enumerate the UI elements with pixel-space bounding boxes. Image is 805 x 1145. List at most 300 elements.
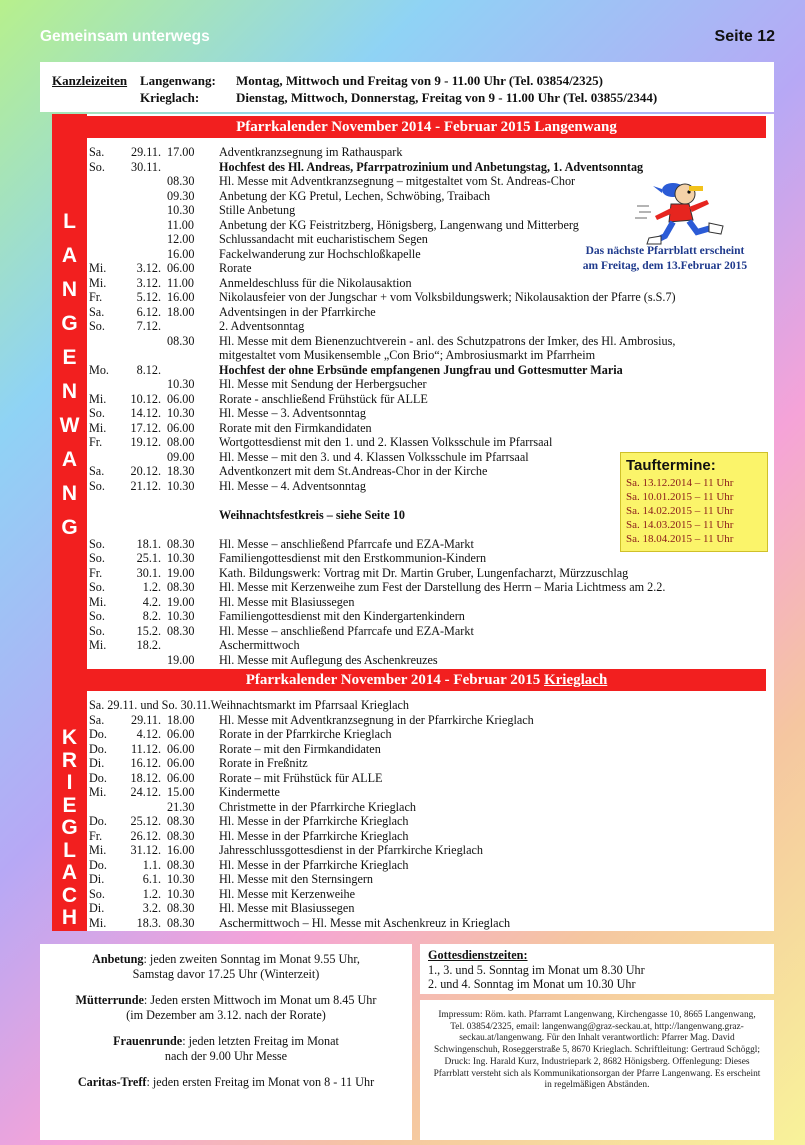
row-event: Familiengottesdienst mit den Kindergartenkindern [219,609,465,623]
schedule-row [89,363,779,378]
schedule-row [89,785,779,800]
row-date [122,800,167,815]
row-event: Hl. Messe mit Kerzenweihe [219,886,356,901]
group-label: Anbetung [92,952,144,966]
baptism-date: Sa. 14.03.2015 – 11 Uhr [626,519,734,531]
row-event: mitgestaltet vom Musikensemble „Con Brio“; Ambrosiusmarkt im Pfarrheim [219,348,596,362]
row-time: 21.30 [167,799,195,814]
row-time: 19.00 [167,652,195,667]
service-times-line2: 2. und 4. Sonntag im Monat um 10.30 Uhr [428,977,636,991]
group-text: : jeden zweiten Sonntag im Monat 9.55 Uhr, [143,952,360,966]
band-letter: L [63,838,76,862]
row-date: 24.12. [130,785,161,799]
group-text: : jeden ersten Freitag im Monat von 8 - 11 Uhr [146,1075,375,1089]
row-event: Anbetung der KG Feistritzberg, Hönigsberg, Langenwang und Mitterberg [219,217,579,232]
row-day: So. [89,536,105,551]
row-event: Hochfest des Hl. Andreas, Pfarrpatrozinium und Anbetungstag, 1. Adventsonntag [219,159,644,174]
row-event: Stille Anbetung [219,203,296,217]
row-event: Rorate in Freßnitz [219,756,308,770]
group-item [46,952,406,982]
row-day [89,232,122,247]
row-day: Mi. [89,275,107,290]
row-day [89,203,122,218]
row-date: 6.12. [136,304,161,319]
row-date: 10.12. [130,391,161,406]
schedule-row [89,858,779,873]
row-day: Mi. [89,261,107,275]
group-text2: Samstag davor 17.25 Uhr (Winterzeit) [132,967,320,981]
row-date [122,653,167,668]
row-time: 10.30 [167,886,195,901]
row-event: Christmette in der Pfarrkirche Krieglach [219,799,416,814]
row-day: So. [89,319,105,333]
schedule-row [89,916,779,931]
office-hours-label: Kanzleizeiten [52,73,128,88]
baptism-dates-title: Tauftermine: [626,457,716,474]
row-day [89,377,122,392]
row-date: 18.3. [136,915,161,930]
row-day: Mi. [89,391,107,406]
row-day [89,247,122,262]
band-letter: E [62,793,77,817]
group-text2: (im Dezember am 3.12. nach der Rorate) [126,1008,326,1022]
row-date: 15.2. [136,623,161,638]
schedule-row [89,771,779,786]
row-date: 30.1. [136,565,161,580]
band-letter: G [61,516,78,539]
row-date: 4.12. [136,727,161,741]
row-event: Rorate mit den Firmkandidaten [219,420,372,435]
row-date: 7.12. [136,319,161,333]
row-time: 10.30 [167,478,195,493]
row-day: Di. [89,872,105,886]
row-date [122,232,167,247]
row-time: 18.30 [167,464,195,478]
row-time: 06.00 [167,391,195,406]
row-date: 20.12. [130,464,161,478]
schedule-row [89,872,779,887]
row-time: 06.00 [167,261,195,275]
schedule-row [89,829,779,844]
row-date [122,508,167,523]
row-event: Hl. Messe – anschließend Pfarrcafe und EZA-Markt [219,623,474,638]
schedule-row [89,377,779,392]
row-day: Do. [89,727,107,741]
schedule-row [89,319,779,334]
band-letter: E [62,346,77,369]
schedule-row [89,742,779,757]
band-letter: C [61,883,78,907]
band-letter: A [61,861,78,884]
row-event: Anbetung der KG Pretul, Lechen, Schwöbing, Traibach [219,188,491,203]
schedule-row [89,609,779,624]
band-letter: G [61,312,78,335]
row-day: So. [89,623,105,638]
row-date: 14.12. [130,406,161,420]
office-hours [40,62,774,112]
schedule-row [89,580,779,595]
group-item [46,1075,406,1090]
row-event: Adventsingen in der Pfarrkirche [219,304,376,319]
row-day: Mi. [89,843,107,857]
baptism-dates-list [626,476,762,546]
row-date [122,247,167,262]
row-day: Mi. [89,420,107,435]
row-time: 09.30 [167,188,195,203]
row-day: Mo. [89,362,109,377]
band-letter: A [61,448,78,471]
row-time: 11.00 [167,217,194,232]
row-time: 06.00 [167,420,195,435]
baptism-date: Sa. 13.12.2014 – 11 Uhr [626,477,734,489]
schedule-row [89,290,779,305]
row-date: 18.12. [130,770,161,785]
row-date: 31.12. [130,843,161,857]
row-day: Do. [89,741,107,756]
row-day [89,800,122,815]
krieglach-banner-prefix: Pfarrkalender November 2014 - Februar 2015 [245,672,544,688]
band-letter: K [61,726,78,749]
krieglach-letters [52,727,87,930]
running-boy-icon [565,176,765,246]
row-event: Hl. Messe mit Auflegung des Aschenkreuzes [219,652,438,667]
row-day: Fr. [89,290,103,304]
row-date: 17.12. [130,420,161,435]
row-day: Di. [89,901,105,915]
row-day [89,174,122,189]
row-date [122,203,167,218]
schedule-row [89,727,779,742]
row-day: Sa. [89,304,105,319]
baptism-date: Sa. 10.01.2015 – 11 Uhr [626,491,734,503]
row-date [122,334,167,349]
schedule-row [89,305,779,320]
row-day [89,653,122,668]
schedule-row [89,756,779,771]
row-time: 06.00 [167,741,195,756]
row-time: 08.30 [167,814,195,828]
row-time: 08.30 [167,828,195,843]
group-label: Caritas-Treff [77,1075,147,1089]
row-event: Adventkonzert mit dem St.Andreas-Chor in der Kirche [219,464,488,478]
schedule-row [89,814,779,829]
row-time: 09.00 [167,449,195,464]
row-day: Sa. [89,145,105,159]
baptism-date: Sa. 14.02.2015 – 11 Uhr [626,505,734,517]
row-event: Hl. Messe mit Kerzenweihe zum Fest der Darstellung des Herrn – Maria Lichtmess am 2.2. [219,580,666,594]
band-letter: W [59,414,80,437]
row-time: 10.30 [167,609,195,623]
baptism-date: Sa. 18.04.2015 – 11 Uhr [626,533,734,545]
langenwang-letters [52,210,87,550]
row-date [122,174,167,189]
row-event: Kindermette [219,785,280,799]
row-date: 11.12. [130,741,161,756]
next-issue-line2: am Freitag, dem 13.Februar 2015 [582,260,748,272]
row-date: 3.12. [136,275,161,290]
row-date: 18.2. [136,638,161,652]
row-date: 8.2. [142,609,161,623]
row-time: 10.30 [167,872,195,886]
row-time: 08.30 [167,857,195,872]
schedule-row [89,421,779,436]
schedule-row [89,638,779,653]
row-time: 08.30 [167,333,195,348]
schedule-row [89,887,779,902]
impressum: Impressum: Röm. kath. Pfarramt Langenwang, Kirchengasse 10, 8665 Langenwang, Tel. 03854/2325, email: langenwang@graz-seckau.at, http://langenwang.graz-seckau.at/langenwang. Für den Inhalt verantwortlich: Pfarrer Mag. David Schwingenschuh, Roseggerstraße 5, 8670 Krieglach. Schriftleitung: Gertraud Schöggl; Druck: Ing. Harald Kurz, Industriepark 2, 8682 Hönigsberg. Offenlegung: Dieses Pfarrblatt versteht sich als Kommunikationsorgan der Pfarre Langenwang. Es erscheint in regelmäßigen Abständen. [420,1000,774,1140]
schedule-row [89,595,779,610]
row-day: Fr. [89,435,103,449]
row-event: Hl. Messe mit Blasiussegen [219,901,355,915]
row-time: 10.30 [167,406,195,420]
group-text: : jeden letzten Freitag im Monat [182,1034,339,1048]
row-day: So. [89,406,105,420]
schedule-row [89,843,779,858]
row-date: 25.12. [130,814,161,828]
next-issue-line1: Das nächste Pfarrblatt erscheint [585,245,745,257]
row-event: Jahresschlussgottesdienst in der Pfarrkirche Krieglach [219,843,483,857]
service-times [420,944,774,994]
office-place: Krieglach: [140,90,200,105]
row-time: 12.00 [167,232,195,246]
row-date [122,377,167,392]
row-time: 16.00 [167,290,195,304]
office-place: Langenwang: [140,73,216,88]
row-date [122,189,167,204]
row-day: So. [89,609,105,623]
row-day: Sa. [89,464,105,478]
row-event: Hl. Messe – 4. Adventsonntag [219,478,366,493]
row-date: 29.11. [130,712,161,727]
row-time: 18.00 [167,712,195,727]
row-event: Hl. Messe in der Pfarrkirche Krieglach [219,814,409,828]
row-time: 08.30 [167,580,195,594]
row-date: 26.12. [130,828,161,843]
office-hours-text: Montag, Mittwoch und Freitag von 9 - 11.00 Uhr (Tel. 03854/2325) [236,73,604,88]
row-date: 5.12. [136,290,161,304]
row-date: 30.11. [130,159,161,174]
group-text2: nach der 9.00 Uhr Messe [164,1049,288,1063]
row-day: So. [89,159,105,174]
row-event: Kath. Bildungswerk: Vortrag mit Dr. Martin Gruber, Lungenfacharzt, Mürzzuschlag [219,565,629,580]
row-day: Do. [89,770,107,785]
row-day [89,450,122,465]
krieglach-rows [89,713,779,931]
langenwang-banner: Pfarrkalender November 2014 - Februar 2015 Langenwang [87,116,766,138]
row-date: 3.12. [136,261,161,275]
row-time [167,508,219,523]
row-event: Hl. Messe – mit den 3. und 4. Klassen Volksschule im Pfarrsaal [219,449,529,464]
page-header [40,26,775,48]
row-time: 08.30 [167,174,195,188]
band-letter: N [61,278,78,301]
row-time: 08.30 [167,623,195,638]
row-event: Weihnachtsfestkreis – siehe Seite 10 [219,507,405,522]
row-day: Do. [89,857,107,872]
schedule-row [89,348,779,363]
row-time: 06.00 [167,727,195,741]
row-time: 19.00 [167,565,195,580]
row-day: So. [89,886,105,901]
row-day [89,189,122,204]
row-day: So. [89,551,105,565]
row-event: Rorate in der Pfarrkirche Krieglach [219,727,392,741]
row-event: Aschermittwoch – Hl. Messe mit Aschenkreuz in Krieglach [219,915,511,930]
row-date [122,348,167,363]
row-event: Hl. Messe – anschließend Pfarrcafe und EZA-Markt [219,536,474,551]
row-time [167,363,219,378]
row-date: 1.1. [142,857,161,872]
schedule-row [89,713,779,728]
row-event: Schlussandacht mit eucharistischem Segen [219,232,428,246]
page-number: Seite 12 [714,28,775,45]
row-time: 16.00 [167,843,195,857]
baptism-dates-box [620,452,768,552]
row-event: Hl. Messe in der Pfarrkirche Krieglach [219,857,409,872]
band-letter: N [61,380,78,403]
row-event: Hl. Messe mit Adventkranzsegnung – mitgestaltet vom St. Andreas-Chor [219,174,576,188]
row-time: 19.00 [167,594,195,609]
row-time: 10.30 [167,551,195,565]
row-event: Familiengottesdienst mit den Erstkommunion-Kindern [219,551,487,565]
row-day: Fr. [89,828,103,843]
row-date [122,218,167,233]
row-event: Nikolausfeier von der Jungschar + vom Volksbildungswerk; Nikolausaktion der Pfarre (s.S.7) [219,290,676,304]
row-day: Sa. [89,712,105,727]
row-date: 3.2. [142,901,161,915]
schedule-row [89,276,779,291]
row-date: 18.1. [136,536,161,551]
row-day: Fr. [89,565,103,580]
row-time [167,638,219,653]
row-event: Rorate - anschließend Frühstück für ALLE [219,391,428,406]
row-event: Rorate – mit den Firmkandidaten [219,741,381,756]
row-day: Mi. [89,915,107,930]
row-date: 16.12. [130,756,161,770]
row-event: Aschermittwoch [219,638,300,652]
row-time: 08.30 [167,901,195,915]
header-title: Gemeinsam unterwegs [40,28,210,45]
next-issue-note [565,244,765,274]
krieglach-vertical-band [52,667,87,931]
row-event: Wortgottesdienst mit den 1. und 2. Klassen Volksschule im Pfarrsaal [219,435,553,449]
band-letter: A [61,244,78,267]
row-day [89,348,122,363]
schedule-row [89,551,779,566]
row-event: Hl. Messe mit Blasiussegen [219,594,355,609]
row-day [89,218,122,233]
band-letter: L [63,210,76,233]
krieglach-banner-place: Krieglach [543,672,608,688]
schedule-row [89,160,779,175]
row-date: 29.11. [130,145,161,159]
row-event: Anmeldeschluss für die Nikolausaktion [219,275,412,290]
row-time: 06.00 [167,770,195,785]
group-label: Frauenrunde [113,1034,183,1048]
row-day [89,334,122,349]
schedule-row [89,800,779,815]
row-event: Hochfest der ohne Erbsünde empfangenen Jungfrau und Gottesmutter Maria [219,362,623,377]
schedule-row [89,435,779,450]
row-event: Adventkranzsegnung im Rathauspark [219,145,403,159]
row-time: 08.00 [167,435,195,449]
row-time: 15.00 [167,785,195,799]
langenwang-vertical-band [52,114,87,667]
row-event: Hl. Messe – 3. Adventsonntag [219,406,366,420]
row-event: 2. Adventsonntag [219,319,305,333]
next-issue-promo [565,176,765,276]
row-event: Fackelwanderung zur Hochschloßkapelle [219,246,421,261]
row-event: Hl. Messe mit Sendung der Herbergsucher [219,377,427,391]
row-date: 21.12. [130,478,161,493]
row-date: 4.2. [142,594,161,609]
service-times-line1: 1., 3. und 5. Sonntag im Monat um 8.30 Uhr [428,962,645,977]
schedule-row [89,566,779,581]
row-day: So. [89,580,105,594]
group-text: : Jeden ersten Mittwoch im Monat um 8.45 Uhr [143,993,377,1007]
schedule-row [89,901,779,916]
service-times-title: Gottesdienstzeiten: [428,948,528,962]
band-letter: G [61,816,78,839]
schedule-row [89,145,779,160]
row-date: 8.12. [136,362,161,377]
krieglach-banner [87,669,766,691]
row-event: Hl. Messe in der Pfarrkirche Krieglach [219,828,409,843]
row-time [167,319,219,334]
row-time: 11.00 [167,275,194,290]
band-letter: H [61,906,78,929]
row-day [89,508,122,523]
row-date: 1.2. [142,886,161,901]
schedule-row [89,624,779,639]
row-date [122,450,167,465]
schedule-row [89,334,779,349]
schedule-row [89,653,779,668]
row-event: Hl. Messe mit den Sternsingern [219,872,374,886]
row-time: 06.00 [167,756,195,770]
row-day: Do. [89,814,107,828]
row-time: 17.00 [167,145,195,159]
row-day: So. [89,478,105,493]
row-time: 16.00 [167,246,195,261]
row-day: Mi. [89,785,107,799]
group-item [46,993,406,1023]
office-hours-text: Dienstag, Mittwoch, Donnerstag, Freitag von 9 - 11.00 Uhr (Tel. 03855/2344) [236,90,658,105]
row-time: 18.00 [167,304,195,319]
groups-panel [40,944,412,1140]
row-day: Mi. [89,638,107,652]
row-event: Rorate – mit Frühstück für ALLE [219,770,383,785]
row-time [167,348,219,363]
schedule-row [89,406,779,421]
band-letter: R [61,748,78,772]
row-date: 6.1. [142,872,161,886]
row-time [167,160,219,175]
krieglach-schedule [89,698,779,930]
band-letter: I [66,771,73,794]
row-time: 10.30 [167,203,195,217]
krieglach-intro: Sa. 29.11. und So. 30.11.Weihnachtsmarkt im Pfarrsaal Krieglach [89,698,409,712]
row-day: Mi. [89,594,107,609]
row-date: 19.12. [130,435,161,449]
row-day: Di. [89,756,105,770]
row-time: 08.30 [167,915,195,930]
schedule-row [89,392,779,407]
row-time: 10.30 [167,377,195,391]
row-time: 08.30 [167,536,195,551]
row-date: 1.2. [142,580,161,594]
row-event: Hl. Messe mit dem Bienenzuchtverein - anl. des Schutzpatrons der Imker, des Hl. Ambrosius, [219,333,676,348]
